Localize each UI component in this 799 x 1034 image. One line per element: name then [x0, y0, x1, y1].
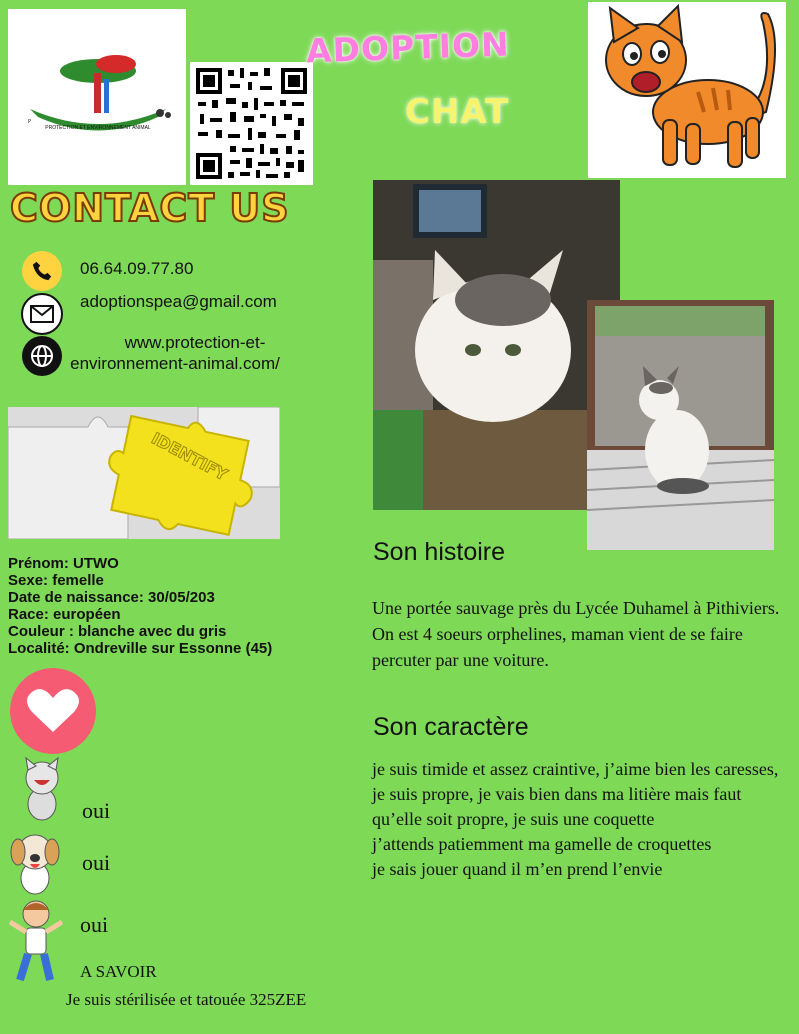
- chat-title: CHAT: [405, 92, 510, 132]
- caractere-line: je sais jouer quand il m’en prend l’envie: [372, 859, 663, 879]
- cartoon-cat-illustration: [588, 2, 786, 178]
- association-logo: [8, 9, 186, 185]
- qr-code[interactable]: [190, 62, 313, 185]
- caractere-line: j’attends patiemment ma gamelle de croquettes: [372, 834, 712, 854]
- tree-logo-icon: [8, 9, 186, 185]
- info-name: Prénom: UTWO: [8, 555, 119, 572]
- puzzle-icon: [8, 407, 280, 539]
- caractere-text: [372, 757, 792, 882]
- phone-icon: [22, 251, 62, 291]
- globe-icon: [22, 336, 62, 376]
- cat-window-photo-icon: [587, 300, 774, 550]
- info-breed: Race: européen: [8, 606, 121, 623]
- cartoon-cat-icon: [588, 2, 786, 178]
- savoir-text: Je suis stérilisée et tatouée 325ZEE: [66, 990, 307, 1009]
- histoire-title: Son histoire: [373, 538, 506, 566]
- compat-kids: oui: [80, 912, 109, 937]
- compat-cats: oui: [82, 798, 111, 823]
- info-sex: Sexe: femelle: [8, 572, 104, 589]
- email-icon: [21, 293, 63, 335]
- svg-text:P: P: [28, 119, 32, 125]
- cat-photo-window: [587, 300, 774, 550]
- adoption-title: ADOPTION: [305, 24, 511, 71]
- caractere-line: je suis propre, je vais bien dans ma litière mais faut qu’elle soit propre, je suis une coquette: [372, 784, 742, 829]
- compat-dogs: oui: [82, 850, 111, 875]
- identify-label: IDENTIFY: [148, 428, 231, 485]
- cat-photo-main: [373, 180, 620, 510]
- caractere-line: je suis timide et assez craintive, j’aime bien les caresses,: [372, 759, 779, 779]
- qr-code-icon: [190, 62, 313, 185]
- kitten-icon: [16, 756, 68, 829]
- info-birthdate: Date de naissance: 30/05/203: [8, 589, 215, 606]
- heart-icon: [10, 668, 96, 754]
- identity-info: [8, 555, 272, 657]
- phone-number[interactable]: 06.64.09.77.80: [80, 259, 194, 278]
- website-line-1: www.protection-et-: [124, 333, 266, 352]
- child-icon: [6, 896, 66, 993]
- histoire-text: Une portée sauvage près du Lycée Duhamel à Pithiviers. On est 4 soeurs orphelines, maman vient de se faire percuter par une voiture.: [372, 598, 780, 670]
- info-location: Localité: Ondreville sur Essonne (45): [8, 640, 273, 657]
- email-address[interactable]: adoptionspea@gmail.com: [80, 292, 277, 311]
- caractere-title: Son caractère: [373, 713, 529, 741]
- cat-photo-icon: [373, 180, 620, 510]
- heart-badge: [10, 668, 96, 754]
- logo-text: PROTECTION ET ENVIRONNEMENT ANIMAL: [45, 125, 151, 131]
- website-link[interactable]: [70, 332, 290, 374]
- savoir-title: A SAVOIR: [80, 962, 157, 981]
- info-color: Couleur : blanche avec du gris: [8, 623, 227, 640]
- identify-puzzle-image: [8, 407, 280, 539]
- website-line-2: environnement-animal.com/: [70, 354, 280, 373]
- contact-us-title: CONTACT US: [10, 186, 290, 230]
- dog-icon: [8, 826, 62, 901]
